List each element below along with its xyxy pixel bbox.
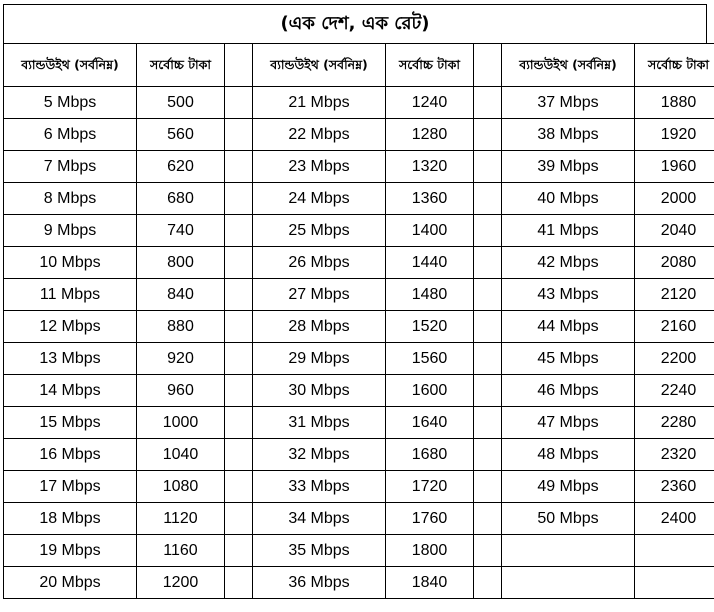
price-cell: 840 (137, 279, 225, 311)
table-row (4, 183, 714, 215)
column-gap (225, 567, 253, 599)
price-cell (635, 535, 714, 567)
column-gap (225, 87, 253, 119)
bandwidth-cell: 47 Mbps (502, 407, 635, 439)
bandwidth-cell: 24 Mbps (253, 183, 386, 215)
column-gap (225, 151, 253, 183)
price-cell: 1520 (386, 311, 474, 343)
column-gap (225, 439, 253, 471)
bandwidth-cell: 11 Mbps (4, 279, 137, 311)
table-title: (এক দেশ, এক রেট) (3, 4, 707, 44)
table-row (4, 567, 714, 599)
table-row (4, 343, 714, 375)
column-gap (225, 535, 253, 567)
price-cell: 1400 (386, 215, 474, 247)
bandwidth-cell: 48 Mbps (502, 439, 635, 471)
column-gap (225, 311, 253, 343)
price-cell: 2120 (635, 279, 714, 311)
price-cell: 2040 (635, 215, 714, 247)
bandwidth-price-table (3, 43, 714, 599)
bandwidth-cell (502, 535, 635, 567)
bandwidth-cell: 18 Mbps (4, 503, 137, 535)
column-gap (225, 279, 253, 311)
price-cell: 2400 (635, 503, 714, 535)
column-gap (474, 151, 502, 183)
price-cell: 920 (137, 343, 225, 375)
price-cell: 1800 (386, 535, 474, 567)
column-gap (474, 87, 502, 119)
bandwidth-cell: 49 Mbps (502, 471, 635, 503)
bandwidth-cell: 20 Mbps (4, 567, 137, 599)
bandwidth-cell: 25 Mbps (253, 215, 386, 247)
bandwidth-cell (502, 567, 635, 599)
bandwidth-cell: 29 Mbps (253, 343, 386, 375)
price-cell: 1920 (635, 119, 714, 151)
header-max-price-3: সর্বোচ্চ টাকা (635, 44, 714, 87)
column-gap (474, 44, 502, 87)
table-row (4, 87, 714, 119)
bandwidth-cell: 16 Mbps (4, 439, 137, 471)
column-gap (225, 471, 253, 503)
price-cell: 1640 (386, 407, 474, 439)
bandwidth-cell: 22 Mbps (253, 119, 386, 151)
price-cell: 1680 (386, 439, 474, 471)
price-cell: 1120 (137, 503, 225, 535)
column-gap (474, 343, 502, 375)
table-row (4, 311, 714, 343)
price-cell: 1960 (635, 151, 714, 183)
price-cell: 1200 (137, 567, 225, 599)
column-gap (474, 119, 502, 151)
column-gap (225, 343, 253, 375)
price-cell: 2200 (635, 343, 714, 375)
column-gap (474, 311, 502, 343)
bandwidth-cell: 44 Mbps (502, 311, 635, 343)
price-cell: 1080 (137, 471, 225, 503)
bandwidth-cell: 38 Mbps (502, 119, 635, 151)
bandwidth-cell: 15 Mbps (4, 407, 137, 439)
bandwidth-cell: 23 Mbps (253, 151, 386, 183)
bandwidth-cell: 34 Mbps (253, 503, 386, 535)
bandwidth-cell: 30 Mbps (253, 375, 386, 407)
bandwidth-cell: 37 Mbps (502, 87, 635, 119)
table-row (4, 503, 714, 535)
bandwidth-cell: 21 Mbps (253, 87, 386, 119)
bandwidth-cell: 33 Mbps (253, 471, 386, 503)
price-cell: 2240 (635, 375, 714, 407)
price-cell: 1360 (386, 183, 474, 215)
column-gap (225, 119, 253, 151)
price-cell: 1720 (386, 471, 474, 503)
bandwidth-cell: 7 Mbps (4, 151, 137, 183)
table-row (4, 279, 714, 311)
bandwidth-cell: 9 Mbps (4, 215, 137, 247)
table-row (4, 151, 714, 183)
bandwidth-cell: 13 Mbps (4, 343, 137, 375)
column-gap (225, 215, 253, 247)
bandwidth-cell: 5 Mbps (4, 87, 137, 119)
price-cell: 560 (137, 119, 225, 151)
bandwidth-cell: 19 Mbps (4, 535, 137, 567)
price-cell: 1480 (386, 279, 474, 311)
bandwidth-cell: 8 Mbps (4, 183, 137, 215)
column-gap (474, 503, 502, 535)
bandwidth-cell: 36 Mbps (253, 567, 386, 599)
price-cell: 1560 (386, 343, 474, 375)
column-gap (474, 439, 502, 471)
column-gap (225, 375, 253, 407)
price-cell: 2360 (635, 471, 714, 503)
bandwidth-cell: 17 Mbps (4, 471, 137, 503)
column-gap (474, 183, 502, 215)
column-gap (474, 215, 502, 247)
column-gap (474, 471, 502, 503)
price-cell: 1000 (137, 407, 225, 439)
bandwidth-cell: 39 Mbps (502, 151, 635, 183)
column-gap (474, 375, 502, 407)
price-cell: 1600 (386, 375, 474, 407)
bandwidth-cell: 42 Mbps (502, 247, 635, 279)
bandwidth-cell: 31 Mbps (253, 407, 386, 439)
bandwidth-cell: 46 Mbps (502, 375, 635, 407)
bandwidth-cell: 32 Mbps (253, 439, 386, 471)
column-gap (225, 183, 253, 215)
bandwidth-cell: 6 Mbps (4, 119, 137, 151)
table-row (4, 215, 714, 247)
price-cell: 960 (137, 375, 225, 407)
column-gap (225, 503, 253, 535)
price-cell: 2080 (635, 247, 714, 279)
table-row (4, 471, 714, 503)
column-gap (474, 279, 502, 311)
price-cell: 880 (137, 311, 225, 343)
column-gap (225, 44, 253, 87)
bandwidth-cell: 35 Mbps (253, 535, 386, 567)
price-cell: 680 (137, 183, 225, 215)
table-row (4, 407, 714, 439)
table-row (4, 119, 714, 151)
price-cell: 1160 (137, 535, 225, 567)
price-cell: 2320 (635, 439, 714, 471)
bandwidth-cell: 40 Mbps (502, 183, 635, 215)
bandwidth-cell: 10 Mbps (4, 247, 137, 279)
price-cell: 800 (137, 247, 225, 279)
column-gap (474, 567, 502, 599)
price-cell: 1040 (137, 439, 225, 471)
table-row (4, 247, 714, 279)
bandwidth-cell: 12 Mbps (4, 311, 137, 343)
header-bandwidth-1: ব্যান্ডউইথ (সর্বনিম্ন) (4, 44, 137, 87)
column-gap (474, 407, 502, 439)
price-cell: 1840 (386, 567, 474, 599)
column-gap (474, 247, 502, 279)
bandwidth-cell: 28 Mbps (253, 311, 386, 343)
column-gap (225, 247, 253, 279)
header-row (4, 44, 714, 87)
price-cell: 2280 (635, 407, 714, 439)
price-cell: 1760 (386, 503, 474, 535)
column-gap (225, 407, 253, 439)
bandwidth-cell: 45 Mbps (502, 343, 635, 375)
price-cell: 1280 (386, 119, 474, 151)
table-row (4, 535, 714, 567)
price-cell: 1880 (635, 87, 714, 119)
bandwidth-cell: 43 Mbps (502, 279, 635, 311)
price-cell: 1320 (386, 151, 474, 183)
header-bandwidth-2: ব্যান্ডউইথ (সর্বনিম্ন) (253, 44, 386, 87)
bandwidth-cell: 14 Mbps (4, 375, 137, 407)
table-row (4, 375, 714, 407)
bandwidth-cell: 41 Mbps (502, 215, 635, 247)
price-cell: 740 (137, 215, 225, 247)
price-cell: 1440 (386, 247, 474, 279)
header-max-price-2: সর্বোচ্চ টাকা (386, 44, 474, 87)
bandwidth-cell: 26 Mbps (253, 247, 386, 279)
bandwidth-cell: 50 Mbps (502, 503, 635, 535)
price-cell: 620 (137, 151, 225, 183)
price-cell: 2160 (635, 311, 714, 343)
header-max-price-1: সর্বোচ্চ টাকা (137, 44, 225, 87)
price-cell: 500 (137, 87, 225, 119)
table-row (4, 439, 714, 471)
price-cell: 2000 (635, 183, 714, 215)
column-gap (474, 535, 502, 567)
bandwidth-cell: 27 Mbps (253, 279, 386, 311)
header-bandwidth-3: ব্যান্ডউইথ (সর্বনিম্ন) (502, 44, 635, 87)
price-cell: 1240 (386, 87, 474, 119)
price-cell (635, 567, 714, 599)
